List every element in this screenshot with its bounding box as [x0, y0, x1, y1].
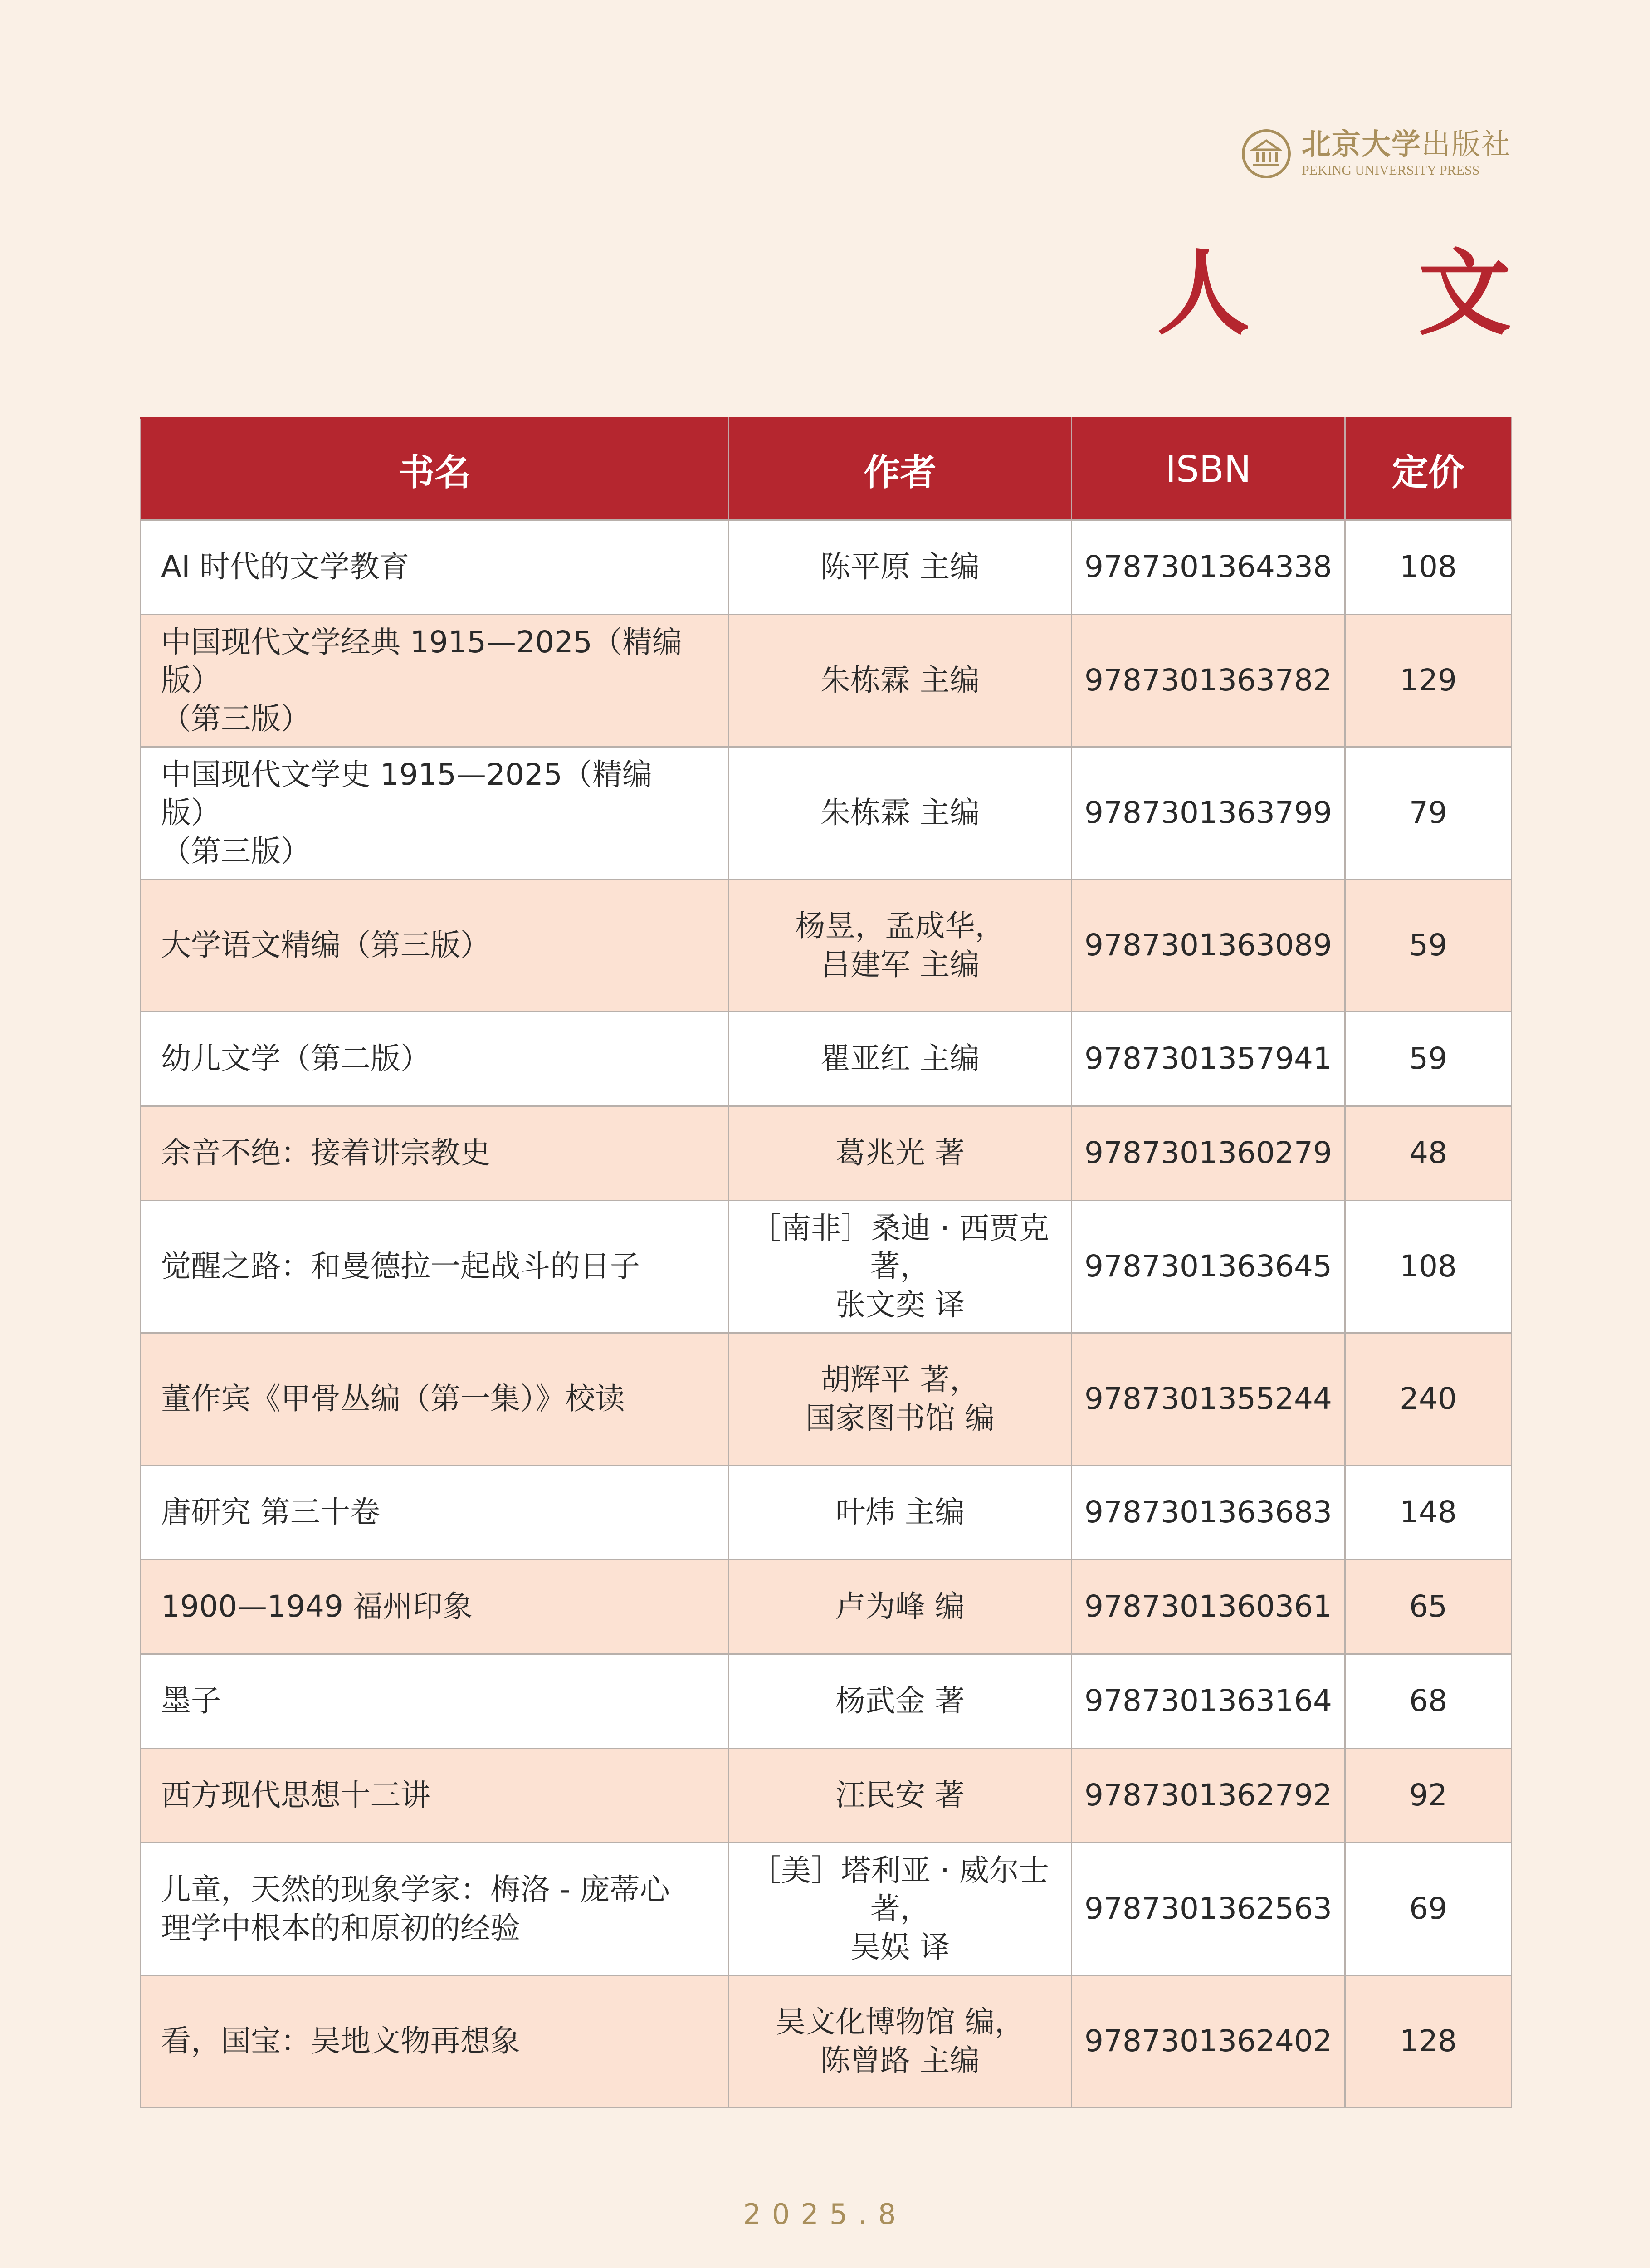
book-table	[140, 417, 1512, 2108]
book-title-cell: 董作宾《甲骨丛编（第一集）》校读	[141, 1333, 729, 1466]
table-row	[141, 1201, 1512, 1333]
author-cell: 杨武金 著	[729, 1654, 1072, 1749]
header-title: 书名	[141, 418, 729, 520]
price-cell: 108	[1345, 1201, 1512, 1333]
table-row	[141, 615, 1512, 747]
header-price: 定价	[1345, 418, 1512, 520]
price-cell: 79	[1345, 747, 1512, 880]
book-title-cell: 觉醒之路：和曼德拉一起战斗的日子	[141, 1201, 729, 1333]
isbn-cell: 9787301362792	[1072, 1749, 1345, 1843]
table-header-row	[141, 418, 1512, 520]
university-seal-icon	[1242, 129, 1291, 178]
author-cell: 朱栋霖 主编	[729, 747, 1072, 880]
price-cell: 65	[1345, 1560, 1512, 1654]
price-cell: 92	[1345, 1749, 1512, 1843]
price-cell: 148	[1345, 1466, 1512, 1560]
author-cell: 卢为峰 编	[729, 1560, 1072, 1654]
isbn-cell: 9787301363089	[1072, 880, 1345, 1012]
table-row	[141, 1843, 1512, 1975]
book-title-cell: AI 时代的文学教育	[141, 520, 729, 615]
book-title-cell: 唐研究 第三十卷	[141, 1466, 729, 1560]
author-cell: 杨昱，孟成华， 吕建军 主编	[729, 880, 1072, 1012]
table-row	[141, 1466, 1512, 1560]
isbn-cell: 9787301363782	[1072, 615, 1345, 747]
isbn-cell: 9787301362402	[1072, 1975, 1345, 2108]
book-title-cell: 大学语文精编（第三版）	[141, 880, 729, 1012]
header-author: 作者	[729, 418, 1072, 520]
book-title-cell: 余音不绝：接着讲宗教史	[141, 1106, 729, 1201]
table-row	[141, 1654, 1512, 1749]
table-body	[141, 520, 1512, 2108]
author-cell: 朱栋霖 主编	[729, 615, 1072, 747]
price-cell: 69	[1345, 1843, 1512, 1975]
price-cell: 48	[1345, 1106, 1512, 1201]
isbn-cell: 9787301360279	[1072, 1106, 1345, 1201]
book-title-cell: 西方现代思想十三讲	[141, 1749, 729, 1843]
table-row	[141, 1975, 1512, 2108]
table-row	[141, 747, 1512, 880]
isbn-cell: 9787301364338	[1072, 520, 1345, 615]
table-row	[141, 520, 1512, 615]
author-cell: 陈平原 主编	[729, 520, 1072, 615]
table-row	[141, 1012, 1512, 1106]
isbn-cell: 9787301355244	[1072, 1333, 1345, 1466]
footer-date: 2025.8	[743, 2198, 907, 2231]
price-cell: 108	[1345, 520, 1512, 615]
publisher-name-cn-suffix: 出版社	[1421, 128, 1511, 161]
author-cell: 吴文化博物馆 编， 陈曾路 主编	[729, 1975, 1072, 2108]
price-cell: 240	[1345, 1333, 1512, 1466]
price-cell: 129	[1345, 615, 1512, 747]
author-cell: ［南非］桑迪 · 西贾克 著， 张文奕 译	[729, 1201, 1072, 1333]
isbn-cell: 9787301363683	[1072, 1466, 1345, 1560]
publisher-name-cn-main: 北京大学	[1302, 127, 1421, 161]
publisher-name-en: PEKING UNIVERSITY PRESS	[1302, 163, 1480, 178]
book-title-cell: 1900—1949 福州印象	[141, 1560, 729, 1654]
author-cell: 葛兆光 著	[729, 1106, 1072, 1201]
book-title-cell: 儿童，天然的现象学家：梅洛 - 庞蒂心 理学中根本的和原初的经验	[141, 1843, 729, 1975]
publisher-logo	[1242, 129, 1511, 178]
book-title-cell: 幼儿文学（第二版）	[141, 1012, 729, 1106]
isbn-cell: 9787301360361	[1072, 1560, 1345, 1654]
author-cell: 瞿亚红 主编	[729, 1012, 1072, 1106]
table-row	[141, 880, 1512, 1012]
book-title-cell: 中国现代文学经典 1915—2025（精编版） （第三版）	[141, 615, 729, 747]
table-row	[141, 1749, 1512, 1843]
isbn-cell: 9787301362563	[1072, 1843, 1345, 1975]
author-cell: 叶炜 主编	[729, 1466, 1072, 1560]
price-cell: 59	[1345, 1012, 1512, 1106]
isbn-cell: 9787301363645	[1072, 1201, 1345, 1333]
author-cell: 胡辉平 著， 国家图书馆 编	[729, 1333, 1072, 1466]
price-cell: 59	[1345, 880, 1512, 1012]
publisher-name-cn	[1302, 127, 1511, 161]
section-title: 人 文	[1157, 239, 1579, 348]
table-row	[141, 1333, 1512, 1466]
isbn-cell: 9787301357941	[1072, 1012, 1345, 1106]
book-title-cell: 墨子	[141, 1654, 729, 1749]
isbn-cell: 9787301363799	[1072, 747, 1345, 880]
book-title-cell: 中国现代文学史 1915—2025（精编版） （第三版）	[141, 747, 729, 880]
author-cell: 汪民安 著	[729, 1749, 1072, 1843]
price-cell: 68	[1345, 1654, 1512, 1749]
price-cell: 128	[1345, 1975, 1512, 2108]
isbn-cell: 9787301363164	[1072, 1654, 1345, 1749]
table-row	[141, 1106, 1512, 1201]
table-row	[141, 1560, 1512, 1654]
publisher-name	[1302, 127, 1511, 178]
author-cell: ［美］塔利亚 · 威尔士 著， 吴娱 译	[729, 1843, 1072, 1975]
book-title-cell: 看，国宝：吴地文物再想象	[141, 1975, 729, 2108]
header-isbn: ISBN	[1072, 418, 1345, 520]
